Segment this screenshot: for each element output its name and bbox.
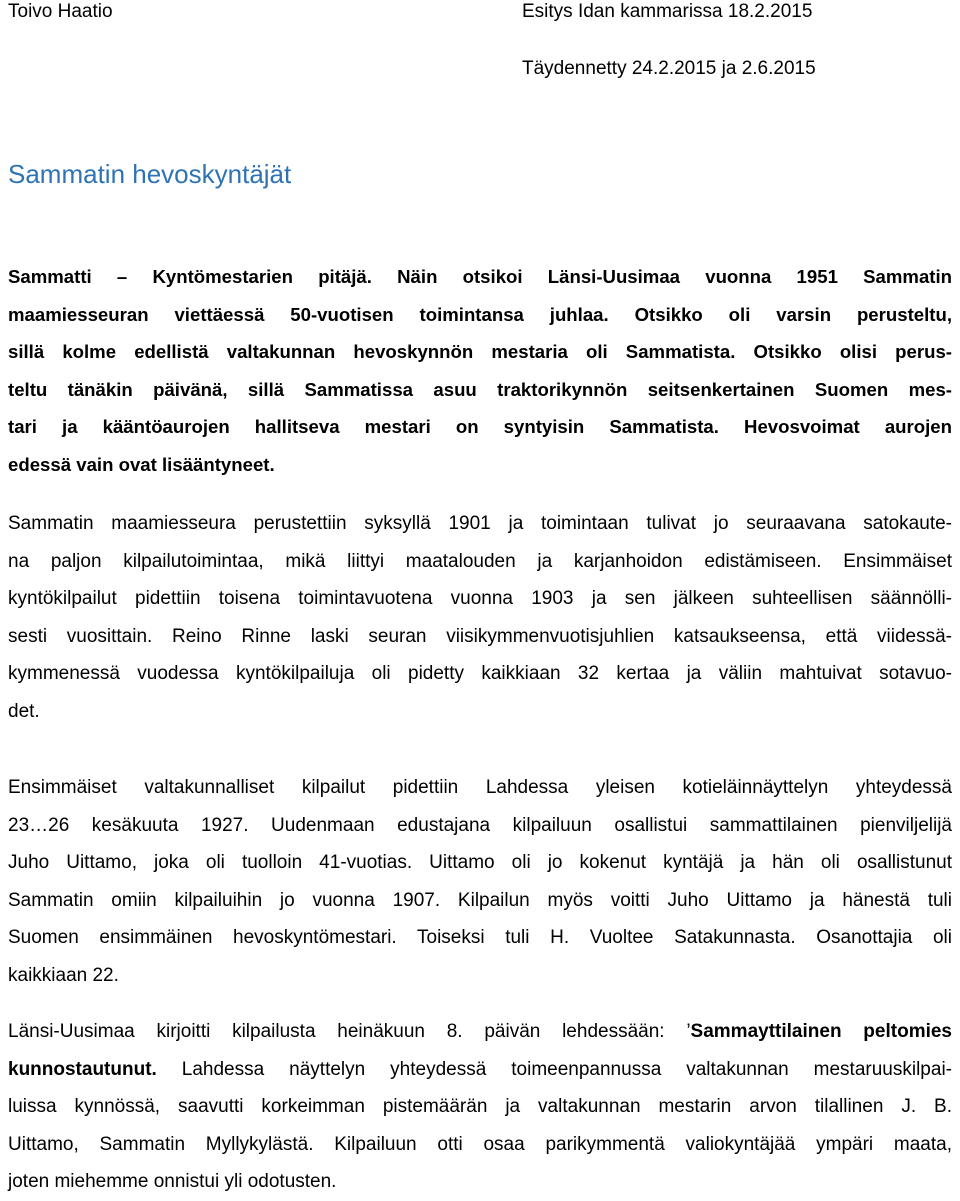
newspaper-headline-part1: Sammayttilainen peltomies xyxy=(690,1021,952,1042)
championship-paragraph xyxy=(8,769,952,994)
newspaper-headline-part2: kunnostautunut. xyxy=(8,1058,157,1080)
document-header xyxy=(8,0,952,24)
paragraph-line: Sammatin maamiesseura perustettiin syksyllä 1901 ja toimintaan tulivat jo seuraavana satokaute- xyxy=(8,513,952,534)
history-paragraph xyxy=(8,505,952,730)
paragraph-line: sesti vuosittain. Reino Rinne laski seuran viisikymmenvuotisjuhlien katsaukseensa, että viidessä- xyxy=(8,625,952,647)
paragraph-line: luissa kynnössä, saavutti korkeimman pistemäärän ja valtakunnan mestarin arvon tilallinen J. B. xyxy=(8,1096,952,1117)
paragraph-line: Sammatin omiin kilpailuihin jo vuonna 1907. Kilpailun myös voitti Juho Uittamo ja hänestä tuli xyxy=(8,889,952,911)
paragraph-line: Suomen ensimmäinen hevoskyntömestari. Toiseksi tuli H. Vuoltee Satakunnasta. Osanottajia oli xyxy=(8,927,952,948)
paragraph-line: tari ja kääntöaurojen hallitseva mestari on syntyisin Sammatista. Hevosvoimat aurojen xyxy=(8,416,952,437)
paragraph-line: kaikkiaan 22. xyxy=(8,964,119,986)
paragraph-line xyxy=(8,1051,952,1089)
paragraph-line: Sammatti – Kyntömestarien pitäjä. Näin otsikoi Länsi-Uusimaa vuonna 1951 Sammatin xyxy=(8,266,952,287)
paragraph-line: maamiesseuran viettäessä 50-vuotisen toimintansa juhlaa. Otsikko oli varsin perusteltu, xyxy=(8,303,952,325)
paragraph-line xyxy=(8,1013,952,1051)
intro-paragraph xyxy=(8,258,952,483)
paragraph-line: joten miehemme onnistui yli odotusten. xyxy=(8,1171,337,1192)
paragraph-line: edessä vain ovat lisääntyneet. xyxy=(8,453,275,475)
presentation-note: Esitys Idan kammarissa 18.2.2015 xyxy=(522,1,813,22)
paragraph-line: sillä kolme edellistä valtakunnan hevoskynnön mestaria oli Sammatista. Otsikko olisi perus- xyxy=(8,341,952,362)
author-name: Toivo Haatio xyxy=(8,1,113,22)
newspaper-quote-text: Lahdessa näyttelyn yhteydessä toimeenpannussa valtakunnan mestaruuskilpai- xyxy=(156,1058,952,1080)
document-title: Sammatin hevoskyntäjät xyxy=(8,159,292,189)
paragraph-line: det. xyxy=(8,700,40,722)
paragraph-line: kyntökilpailut pidettiin toisena toimintavuotena vuonna 1903 ja sen jälkeen suhteellisen säännölli- xyxy=(8,588,952,609)
paragraph-line: teltu tänäkin päivänä, sillä Sammatissa asuu traktorikynnön seitsenkertainen Suomen mes- xyxy=(8,378,952,400)
paragraph-line: na paljon kilpailutoimintaa, mikä liittyi maatalouden ja karjanhoidon edistämiseen. Ensimmäiset xyxy=(8,550,952,572)
newspaper-intro-text: Länsi-Uusimaa kirjoitti kilpailusta heinäkuun 8. päivän lehdessään: ’ xyxy=(8,1021,691,1042)
paragraph-line: Juho Uittamo, joka oli tuolloin 41-vuotias. Uittamo oli jo kokenut kyntäjä ja hän oli osallistunut xyxy=(8,852,952,873)
paragraph-line: Ensimmäiset valtakunnalliset kilpailut pidettiin Lahdessa yleisen kotieläinnäyttelyn yhteydessä xyxy=(8,777,952,798)
paragraph-line: 23…26 kesäkuuta 1927. Uudenmaan edustajana kilpailuun osallistui sammattilainen pienviljelijä xyxy=(8,814,952,836)
paragraph-line: Uittamo, Sammatin Myllykylästä. Kilpailuun otti osaa parikymmentä valiokyntäjää ympäri maata, xyxy=(8,1133,952,1155)
update-note: Täydennetty 24.2.2015 ja 2.6.2015 xyxy=(522,58,816,79)
newspaper-paragraph xyxy=(8,1013,952,1201)
paragraph-line: kymmenessä vuodessa kyntökilpailuja oli pidetty kaikkiaan 32 kertaa ja väliin mahtuivat sotavuo- xyxy=(8,663,952,684)
